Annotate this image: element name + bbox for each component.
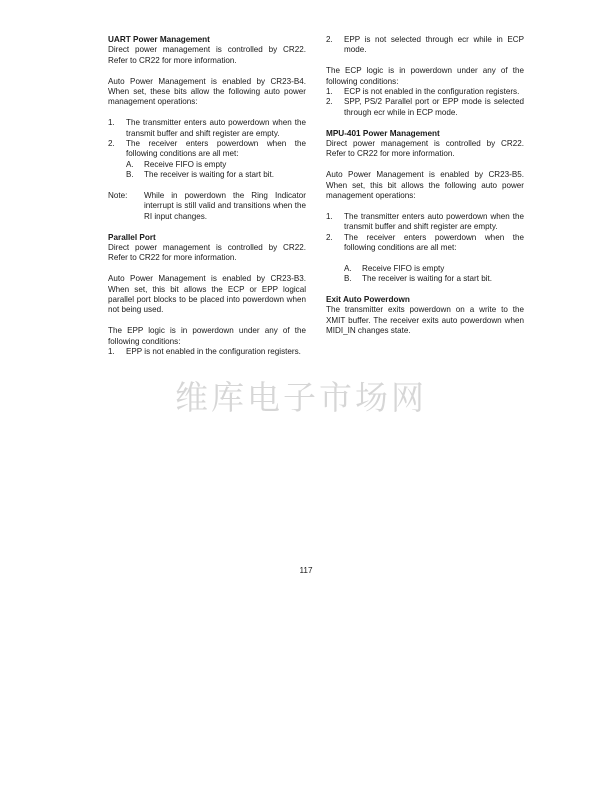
list-item: 1. EPP is not enabled in the configuration registers. bbox=[108, 347, 301, 357]
note-label: Note: bbox=[108, 191, 128, 201]
parallel-port-heading: Parallel Port bbox=[108, 232, 156, 242]
uart-auto-paragraph: Auto Power Management is enabled by CR23-B4. When set, these bits allow the following auto power management operations: bbox=[108, 76, 306, 107]
parallel-direct-paragraph: Direct power management is controlled by CR22. Refer to CR22 for more information. bbox=[108, 243, 306, 263]
list-item: 1. ECP is not enabled in the configuration registers. bbox=[326, 87, 520, 97]
list-item: 1. The transmitter enters auto powerdown when the transmit buffer and shift register are empty. bbox=[326, 211, 524, 232]
list-item: 2. The receiver enters powerdown when the following conditions are all met: bbox=[326, 232, 524, 253]
watermark: 维库电子市场网 bbox=[175, 378, 427, 417]
list-item: 1. The transmitter enters auto powerdown when the transmit buffer and shift register are empty. bbox=[108, 118, 306, 138]
list-subitem: B. The receiver is waiting for a start bit. bbox=[126, 170, 274, 180]
list-item: 2. The receiver enters powerdown when the following conditions are all met: bbox=[108, 139, 306, 159]
exit-auto-powerdown-heading: Exit Auto Powerdown bbox=[326, 295, 410, 305]
right-column bbox=[326, 35, 524, 337]
epp-conditions-list bbox=[108, 347, 306, 357]
epp-logic-paragraph: The EPP logic is in powerdown under any of the following conditions: bbox=[108, 326, 306, 346]
page-number: 117 bbox=[299, 566, 313, 575]
mpu401-heading: MPU-401 Power Management bbox=[326, 128, 440, 138]
uart-heading: UART Power Management bbox=[108, 35, 210, 44]
uart-direct-paragraph: Direct power management is controlled by CR22. Refer to CR22 for more information. bbox=[108, 45, 306, 65]
note-text: While in powerdown the Ring Indicator interrupt is still valid and transitions when the RI input changes. bbox=[144, 191, 306, 221]
mpu401-auto-paragraph: Auto Power Management is enabled by CR23-B5. When set, this bit allows the following auto power management operations: bbox=[326, 170, 524, 201]
left-column bbox=[108, 35, 306, 358]
ecp-logic-paragraph: The ECP logic is in powerdown under any of the following conditions: bbox=[326, 66, 524, 86]
ecp-conditions-list bbox=[326, 87, 524, 118]
uart-note bbox=[108, 191, 306, 222]
epp-conditions-list-continued bbox=[326, 35, 524, 56]
mpu401-operations-list bbox=[326, 212, 524, 285]
exit-auto-powerdown-paragraph: The transmitter exits powerdown on a write to the XMIT buffer. The receiver exits auto powerdown when MIDI_IN changes state. bbox=[326, 305, 524, 336]
mpu401-direct-paragraph: Direct power management is controlled by CR22. Refer to CR22 for more information. bbox=[326, 139, 524, 159]
list-subitem: B. The receiver is waiting for a start bit. bbox=[344, 274, 492, 284]
list-subitem: A. Receive FIFO is empty bbox=[344, 263, 445, 273]
list-item: 2. SPP, PS/2 Parallel port or EPP mode is selected through ecr while in ECP mode. bbox=[326, 97, 524, 117]
list-item: 2. EPP is not selected through ecr while in ECP mode. bbox=[326, 35, 524, 55]
list-subitem: A. Receive FIFO is empty bbox=[126, 159, 227, 169]
parallel-auto-paragraph: Auto Power Management is enabled by CR23-B3. When set, this bit allows the ECP or EPP logical parallel port blocks to be placed into powerdown when not being used. bbox=[108, 274, 306, 315]
uart-operations-list bbox=[108, 118, 306, 180]
